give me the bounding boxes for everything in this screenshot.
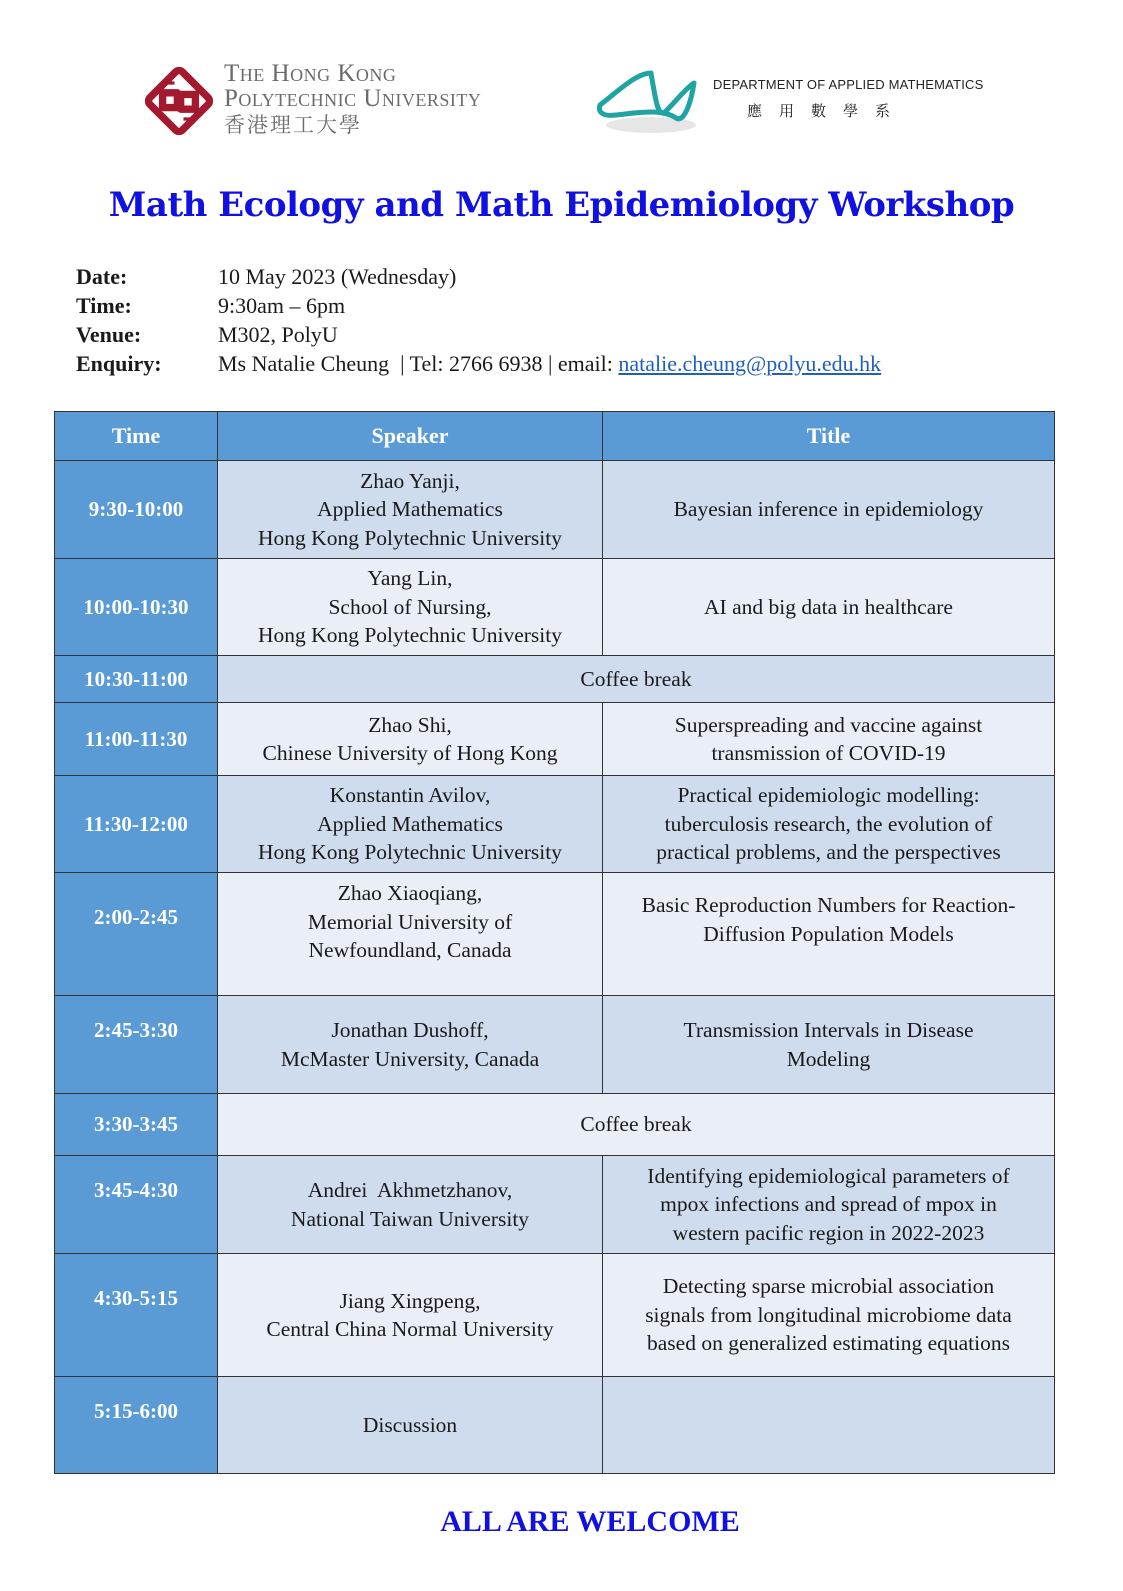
speaker-line: Chinese University of Hong Kong (262, 741, 558, 765)
speaker-line: Konstantin Avilov, (329, 783, 491, 808)
row-time: 2:45-3:30 (55, 996, 218, 1094)
row-time: 9:30-10:00 (55, 461, 218, 559)
title-line: Practical epidemiologic modelling: (677, 783, 980, 808)
row-title (603, 461, 1055, 559)
polyu-name-line2: Polytechnic University (224, 85, 482, 112)
table-row (55, 873, 1055, 996)
enquiry-contact: Ms Natalie Cheung | Tel: 2766 6938 | email: (218, 350, 619, 376)
table-row (55, 703, 1055, 776)
row-time: 5:15-6:00 (55, 1377, 218, 1474)
row-speaker (218, 1156, 603, 1254)
date-label: Date: (76, 263, 128, 289)
speaker-line: Central China Normal University (266, 1317, 554, 1341)
speaker-line: Zhao Xiaoqiang, (337, 881, 483, 905)
page-title: Math Ecology and Math Epidemiology Workshop (108, 185, 1015, 225)
speaker-line: Andrei Akhmetzhanov, (307, 1178, 513, 1202)
row-speaker (218, 461, 603, 559)
speaker-line: Jonathan Dushoff, (331, 1018, 489, 1042)
title-line: based on generalized estimating equations (647, 1331, 1010, 1356)
time-label: Time: (76, 292, 132, 318)
row-speaker (218, 873, 603, 996)
speaker-line: Jiang Xingpeng, (339, 1288, 481, 1313)
title-line: Modeling (786, 1046, 871, 1071)
table-row-break (55, 656, 1055, 703)
table-row (55, 996, 1055, 1094)
row-time: 3:30-3:45 (55, 1094, 218, 1156)
table-row (55, 776, 1055, 873)
title-line: Basic Reproduction Numbers for Reaction- (641, 893, 1016, 917)
title-line: AI and big data in healthcare (704, 594, 953, 619)
row-title (603, 1377, 1055, 1474)
header-time: Time (55, 412, 218, 461)
speaker-line: National Taiwan University (290, 1206, 530, 1231)
row-title (603, 1156, 1055, 1254)
schedule-table (54, 411, 1055, 1474)
enquiry-email-link[interactable]: natalie.cheung@polyu.edu.hk (618, 350, 882, 376)
table-row (55, 559, 1055, 656)
row-time: 2:00-2:45 (55, 873, 218, 996)
speaker-line: Memorial University of (307, 909, 513, 934)
speaker-line: Zhao Shi, (368, 712, 452, 737)
table-row (55, 1156, 1055, 1254)
speaker-line: Hong Kong Polytechnic University (258, 623, 562, 648)
polyu-logo-icon (138, 60, 220, 142)
speaker-line: Applied Mathematics (317, 811, 503, 836)
speaker-line: Hong Kong Polytechnic University (258, 840, 562, 865)
title-line: practical problems, and the perspectives (656, 840, 1001, 865)
enquiry-label: Enquiry: (76, 350, 162, 376)
info-row-time (76, 291, 881, 320)
speaker-line: Discussion (362, 1412, 458, 1437)
info-row-enquiry (76, 349, 881, 378)
title-line: mpox infections and spread of mpox in (660, 1192, 997, 1217)
row-speaker (218, 776, 603, 873)
row-time: 11:00-11:30 (55, 703, 218, 776)
table-row (55, 1254, 1055, 1377)
speaker-line: Yang Lin, (367, 566, 453, 591)
footer-welcome: ALL ARE WELCOME (440, 1505, 740, 1538)
row-speaker (218, 1254, 603, 1377)
title-line: Detecting sparse microbial association (662, 1274, 995, 1299)
table-header-row (55, 412, 1055, 461)
row-time: 11:30-12:00 (55, 776, 218, 873)
coffee-break: Coffee break (218, 1094, 1055, 1156)
info-row-date (76, 262, 881, 291)
polyu-wordmark (224, 61, 481, 139)
venue-label: Venue: (76, 321, 142, 347)
row-title (603, 776, 1055, 873)
speaker-line: Hong Kong Polytechnic University (258, 525, 562, 550)
polyu-name-line1: The Hong Kong (224, 60, 397, 87)
row-title (603, 559, 1055, 656)
title-line: Superspreading and vaccine against (674, 712, 983, 737)
title-line: tuberculosis research, the evolution of (664, 811, 993, 836)
speaker-line: Applied Mathematics (317, 497, 503, 522)
title-line: Identifying epidemiological parameters of (647, 1163, 1010, 1188)
speaker-line: Newfoundland, Canada (308, 938, 512, 962)
row-speaker (218, 559, 603, 656)
info-row-venue (76, 320, 881, 349)
row-title (603, 873, 1055, 996)
title-line: Transmission Intervals in Disease (683, 1018, 974, 1042)
header-speaker: Speaker (218, 412, 603, 461)
time-value: 9:30am – 6pm (218, 292, 346, 318)
title-line: Bayesian inference in epidemiology (673, 497, 984, 522)
row-speaker (218, 996, 603, 1094)
row-time: 3:45-4:30 (55, 1156, 218, 1254)
title-line: western pacific region in 2022-2023 (672, 1220, 985, 1245)
title-line: signals from longitudinal microbiome data (645, 1302, 1012, 1327)
department-name-chinese: 應用數學系 (747, 103, 908, 120)
header-logos (0, 55, 1123, 150)
coffee-break: Coffee break (218, 656, 1055, 703)
row-title (603, 703, 1055, 776)
venue-value: M302, PolyU (218, 321, 338, 347)
speaker-line: School of Nursing, (328, 594, 492, 619)
row-time: 4:30-5:15 (55, 1254, 218, 1377)
row-speaker (218, 703, 603, 776)
header-title: Title (603, 412, 1055, 461)
row-title (603, 1254, 1055, 1377)
polyu-name-chinese: 香港理工大學 (224, 113, 362, 137)
event-info (76, 262, 881, 378)
row-time: 10:30-11:00 (55, 656, 218, 703)
row-speaker (218, 1377, 603, 1474)
speaker-line: Zhao Yanji, (360, 468, 460, 493)
title-line: transmission of COVID-19 (711, 741, 946, 765)
date-value: 10 May 2023 (Wednesday) (218, 263, 457, 289)
table-row-break (55, 1094, 1055, 1156)
title-line: Diffusion Population Models (703, 921, 954, 946)
table-row (55, 461, 1055, 559)
applied-math-logo-icon (596, 63, 701, 143)
enquiry-value (218, 351, 881, 377)
row-title (603, 996, 1055, 1094)
department-wordmark (713, 77, 984, 121)
table-row (55, 1377, 1055, 1474)
row-time: 10:00-10:30 (55, 559, 218, 656)
department-name-english: DEPARTMENT OF APPLIED MATHEMATICS (713, 77, 984, 92)
speaker-line: McMaster University, Canada (280, 1046, 540, 1071)
